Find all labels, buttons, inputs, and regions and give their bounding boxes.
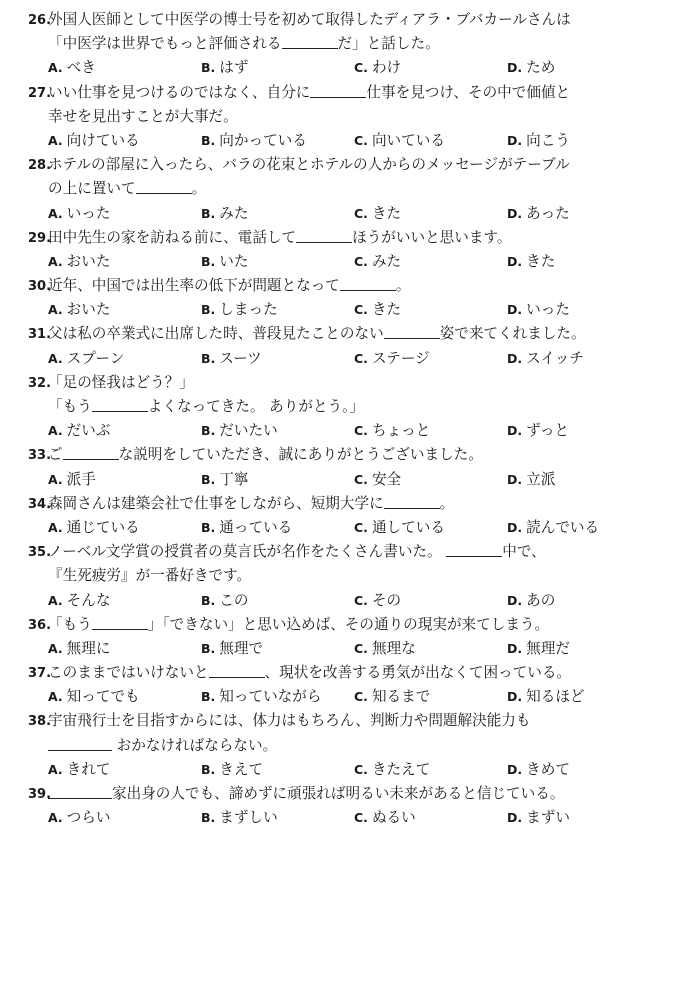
question-line: [28, 661, 674, 685]
option-a: [48, 806, 201, 830]
question-number: 34.: [28, 496, 52, 512]
question-line: [28, 274, 674, 298]
question-line: [28, 564, 674, 588]
option-c: [354, 419, 507, 443]
option-b: [201, 298, 354, 322]
question-text: 『生死疲労』が一番好きです。: [48, 567, 252, 585]
option-label: C.: [354, 302, 368, 318]
option-text: はず: [219, 59, 249, 77]
answer-blank: [92, 614, 148, 630]
question-26: [28, 8, 674, 81]
option-c: [354, 129, 507, 153]
option-b: [201, 806, 354, 830]
option-a: [48, 637, 201, 661]
option-label: C.: [354, 423, 368, 439]
option-label: D.: [507, 253, 523, 269]
option-label: B.: [201, 423, 216, 439]
question-text: 。: [395, 277, 411, 295]
option-a: [48, 129, 201, 153]
option-d: [507, 589, 660, 613]
answer-blank: [282, 33, 338, 49]
option-label: D.: [507, 205, 523, 221]
option-label: B.: [201, 253, 216, 269]
option-label: A.: [48, 60, 63, 76]
question-text: 姿で来てくれました。: [439, 325, 586, 343]
option-d: [507, 685, 660, 709]
option-text: きた: [371, 204, 402, 222]
question-number: 30.: [28, 279, 52, 295]
question-line: [28, 153, 674, 177]
answer-options: [28, 516, 674, 540]
question-30: [28, 274, 674, 322]
question-number: 35.: [28, 545, 52, 561]
option-label: D.: [507, 689, 523, 705]
answer-options: [28, 56, 674, 80]
answer-blank: [384, 493, 440, 509]
option-a: [48, 250, 201, 274]
option-label: D.: [507, 350, 523, 366]
question-33: [28, 443, 674, 491]
option-text: きめて: [526, 760, 570, 778]
question-27: [28, 81, 674, 154]
question-text: ご: [48, 446, 63, 464]
option-b: [201, 250, 354, 274]
option-text: きたえて: [371, 760, 431, 778]
option-text: おいた: [66, 301, 111, 319]
answer-blank: [340, 275, 396, 291]
question-number: 37.: [28, 666, 52, 682]
question-line: [28, 782, 674, 806]
option-label: A.: [48, 519, 63, 535]
option-text: きた: [526, 252, 556, 270]
option-a: [48, 589, 201, 613]
question-number: 26.: [28, 13, 52, 28]
option-text: ずっと: [526, 422, 570, 440]
question-number: 31.: [28, 327, 52, 343]
option-text: みた: [371, 252, 402, 270]
option-label: D.: [507, 810, 523, 826]
option-b: [201, 129, 354, 153]
option-b: [201, 516, 354, 540]
option-text: まずしい: [219, 809, 278, 827]
question-text: の上に置いて: [48, 180, 136, 198]
option-d: [507, 56, 660, 80]
option-d: [507, 468, 660, 492]
option-text: 立派: [526, 470, 556, 488]
question-line: [28, 105, 674, 129]
question-text: ほうがいいと思います。: [352, 228, 512, 246]
option-label: D.: [507, 60, 523, 76]
option-label: C.: [354, 810, 368, 826]
option-label: C.: [354, 761, 368, 777]
answer-options: [28, 419, 674, 443]
option-text: きれて: [66, 760, 111, 778]
option-d: [507, 202, 660, 226]
option-label: D.: [507, 640, 523, 656]
option-text: いた: [219, 252, 249, 270]
option-text: 無理な: [371, 639, 416, 657]
option-text: つらい: [66, 809, 111, 827]
question-text: 父は私の卒業式に出席した時、普段見たことのない: [48, 325, 384, 343]
option-a: [48, 202, 201, 226]
option-c: [354, 806, 507, 830]
option-label: C.: [354, 205, 368, 221]
option-d: [507, 250, 660, 274]
option-c: [354, 589, 507, 613]
option-text: いった: [526, 301, 570, 319]
option-text: 通じている: [66, 518, 140, 536]
option-a: [48, 516, 201, 540]
option-text: 知るほど: [526, 688, 585, 706]
option-text: 知るまで: [371, 688, 431, 706]
question-line: [28, 395, 674, 419]
answer-options: [28, 468, 674, 492]
question-34: [28, 492, 674, 540]
option-c: [354, 685, 507, 709]
option-b: [201, 685, 354, 709]
option-text: 安全: [371, 470, 402, 488]
option-label: A.: [48, 132, 63, 148]
option-text: 派手: [66, 470, 96, 488]
question-line: [28, 177, 674, 201]
question-text: 。: [439, 494, 455, 512]
option-a: [48, 758, 201, 782]
option-label: D.: [507, 471, 523, 487]
option-text: スプーン: [66, 349, 125, 367]
option-d: [507, 298, 660, 322]
option-d: [507, 129, 660, 153]
question-line: [28, 8, 674, 32]
question-text: 「中医学は世界でもっと評価される: [48, 35, 282, 53]
option-text: いった: [66, 204, 111, 222]
option-a: [48, 419, 201, 443]
option-text: おいた: [66, 252, 111, 270]
option-c: [354, 758, 507, 782]
question-number: 33.: [28, 448, 52, 464]
question-number: 29.: [28, 230, 52, 246]
answer-options: [28, 685, 674, 709]
option-text: 通っている: [219, 518, 293, 536]
answer-options: [28, 758, 674, 782]
answer-options: [28, 129, 674, 153]
option-text: きえて: [219, 760, 264, 778]
option-label: C.: [354, 471, 368, 487]
question-text: 宇宙飛行士を目指すからには、体力はもちろん、判断力や問題解決能力も: [48, 712, 531, 730]
answer-blank: [209, 662, 265, 678]
question-number: 32.: [28, 375, 52, 391]
question-38: [28, 709, 674, 782]
option-b: [201, 419, 354, 443]
option-label: B.: [201, 302, 216, 318]
option-label: A.: [48, 471, 63, 487]
question-number: 27.: [28, 85, 52, 101]
option-label: B.: [201, 60, 216, 76]
option-d: [507, 419, 660, 443]
option-b: [201, 758, 354, 782]
answer-blank: [136, 178, 192, 194]
option-label: C.: [354, 592, 368, 608]
option-b: [201, 347, 354, 371]
question-line: [28, 81, 674, 105]
option-a: [48, 298, 201, 322]
question-text: このままではいけないと: [48, 664, 209, 682]
question-line: [28, 613, 674, 637]
question-36: [28, 613, 674, 661]
option-label: A.: [48, 350, 63, 366]
option-a: [48, 347, 201, 371]
option-text: ちょっと: [371, 422, 431, 440]
option-text: スーツ: [219, 349, 262, 367]
question-line: [28, 492, 674, 516]
question-line: [28, 709, 674, 733]
question-text: 」「できない」と思い込めば、その通りの現実が来てしまう。: [147, 615, 550, 633]
answer-blank: [384, 323, 440, 339]
option-label: D.: [507, 302, 523, 318]
option-text: この: [219, 591, 249, 609]
option-label: B.: [201, 132, 216, 148]
question-line: [28, 322, 674, 346]
answer-options: [28, 347, 674, 371]
answer-options: [28, 589, 674, 613]
question-text: 「もう: [48, 398, 92, 415]
option-text: 読んでいる: [526, 518, 600, 536]
option-c: [354, 250, 507, 274]
question-text: 。: [191, 180, 207, 198]
option-text: 向こう: [526, 131, 570, 149]
answer-blank: [92, 396, 148, 412]
option-c: [354, 637, 507, 661]
option-label: C.: [354, 689, 368, 705]
option-label: D.: [507, 423, 523, 439]
option-text: あった: [526, 204, 570, 222]
option-b: [201, 56, 354, 80]
option-a: [48, 56, 201, 80]
option-label: B.: [201, 689, 216, 705]
option-label: D.: [507, 519, 523, 535]
option-label: A.: [48, 689, 63, 705]
option-label: B.: [201, 592, 216, 608]
question-text: 幸せを見出すことが大事だ。: [48, 107, 238, 125]
option-d: [507, 806, 660, 830]
option-a: [48, 685, 201, 709]
option-d: [507, 347, 660, 371]
option-label: D.: [507, 132, 523, 148]
option-label: B.: [201, 640, 216, 656]
question-31: [28, 322, 674, 370]
option-d: [507, 516, 660, 540]
question-number: 38.: [28, 714, 52, 730]
option-text: 向かっている: [219, 131, 307, 149]
option-d: [507, 637, 660, 661]
answer-blank: [48, 735, 112, 751]
option-label: A.: [48, 761, 63, 777]
answer-options: [28, 250, 674, 274]
option-text: スイッチ: [526, 349, 584, 367]
option-label: A.: [48, 253, 63, 269]
option-text: 丁寧: [219, 470, 249, 488]
option-label: A.: [48, 205, 63, 221]
option-b: [201, 202, 354, 226]
option-text: みた: [219, 204, 249, 222]
answer-blank: [310, 82, 366, 98]
option-text: そんな: [66, 591, 111, 609]
option-text: わけ: [371, 59, 402, 77]
question-39: [28, 782, 674, 830]
question-28: [28, 153, 674, 226]
question-text: 「足の怪我はどう？」: [48, 373, 194, 391]
option-label: D.: [507, 592, 523, 608]
option-label: B.: [201, 471, 216, 487]
question-number: 28.: [28, 158, 52, 174]
option-text: ステージ: [371, 349, 430, 367]
question-text: ホテルの部屋に入ったら、バラの花束とホテルの人からのメッセージがテーブル: [48, 156, 570, 174]
question-number: 36.: [28, 617, 52, 633]
answer-blank: [63, 444, 119, 460]
option-label: B.: [201, 810, 216, 826]
option-c: [354, 468, 507, 492]
question-text: な説明をしていただき、誠にありがとうございました。: [118, 446, 483, 464]
option-text: ぬるい: [371, 809, 416, 827]
option-text: だいぶ: [66, 422, 111, 440]
question-text: 、現状を改善する勇気が出なくて困っている。: [264, 664, 572, 682]
answer-blank: [296, 227, 352, 243]
option-label: C.: [354, 132, 368, 148]
question-text: 「もう: [48, 615, 92, 633]
option-label: A.: [48, 592, 63, 608]
option-text: 向いている: [371, 131, 445, 149]
option-text: べき: [66, 59, 96, 77]
question-line: [28, 443, 674, 467]
option-text: 知ってでも: [66, 688, 140, 706]
option-text: だいたい: [219, 422, 278, 440]
option-label: C.: [354, 519, 368, 535]
option-label: A.: [48, 302, 63, 318]
option-text: しまった: [219, 301, 278, 319]
question-line: [28, 540, 674, 564]
question-text: 中で、: [502, 543, 546, 561]
answer-options: [28, 637, 674, 661]
answer-blank: [446, 541, 502, 557]
answer-options: [28, 806, 674, 830]
question-text: 近年、中国では出生率の低下が問題となって: [48, 277, 340, 295]
question-number: 39.: [28, 787, 52, 802]
option-label: A.: [48, 423, 63, 439]
question-line: [28, 371, 674, 395]
question-text: 森岡さんは建築会社で仕事をしながら、短期大学に: [48, 494, 384, 512]
option-text: まずい: [526, 809, 570, 827]
option-label: B.: [201, 350, 216, 366]
option-text: 知っていながら: [219, 688, 322, 706]
question-37: [28, 661, 674, 709]
option-c: [354, 516, 507, 540]
question-line: [28, 734, 674, 758]
option-b: [201, 637, 354, 661]
option-label: C.: [354, 350, 368, 366]
option-text: 無理で: [219, 639, 264, 657]
option-label: C.: [354, 60, 368, 76]
option-label: A.: [48, 640, 63, 656]
option-label: C.: [354, 640, 368, 656]
option-text: 無理だ: [526, 639, 570, 657]
option-label: D.: [507, 761, 523, 777]
option-text: 向けている: [66, 131, 140, 149]
question-text: おかなければならない。: [112, 736, 278, 754]
option-label: C.: [354, 253, 368, 269]
option-b: [201, 468, 354, 492]
option-label: B.: [201, 205, 216, 221]
question-text: 外国人医師として中医学の博士号を初めて取得したディアラ・ブバカールさんは: [48, 11, 571, 28]
option-c: [354, 202, 507, 226]
answer-options: [28, 202, 674, 226]
answer-blank: [48, 783, 112, 799]
option-label: B.: [201, 761, 216, 777]
option-a: [48, 468, 201, 492]
question-text: ノーベル文学賞の授賞者の莫言氏が名作をたくさん書いた。: [48, 543, 447, 561]
question-text: よくなってきた。 ありがとう。」: [147, 398, 365, 415]
question-text: 家出身の人でも、諦めずに頑張れば明るい未来があると信じている。: [112, 785, 565, 802]
question-line: [28, 226, 674, 250]
question-line: [28, 32, 674, 56]
question-29: [28, 226, 674, 274]
option-c: [354, 298, 507, 322]
option-d: [507, 758, 660, 782]
option-b: [201, 589, 354, 613]
option-text: きた: [371, 301, 402, 319]
question-text: 田中先生の家を訪ねる前に、電話して: [48, 228, 297, 246]
answer-options: [28, 298, 674, 322]
question-text: 仕事を見つけ、その中で価値と: [366, 83, 571, 101]
question-text: だ」と話した。: [337, 35, 440, 53]
question-32: [28, 371, 674, 444]
question-text: いい仕事を見つけるのではなく、自分に: [48, 83, 311, 101]
option-label: B.: [201, 519, 216, 535]
option-text: 通している: [371, 518, 445, 536]
option-c: [354, 56, 507, 80]
option-text: ため: [526, 59, 556, 77]
option-text: あの: [526, 591, 556, 609]
option-c: [354, 347, 507, 371]
option-label: A.: [48, 810, 63, 826]
option-text: 無理に: [66, 639, 111, 657]
option-text: その: [371, 591, 402, 609]
question-35: [28, 540, 674, 613]
